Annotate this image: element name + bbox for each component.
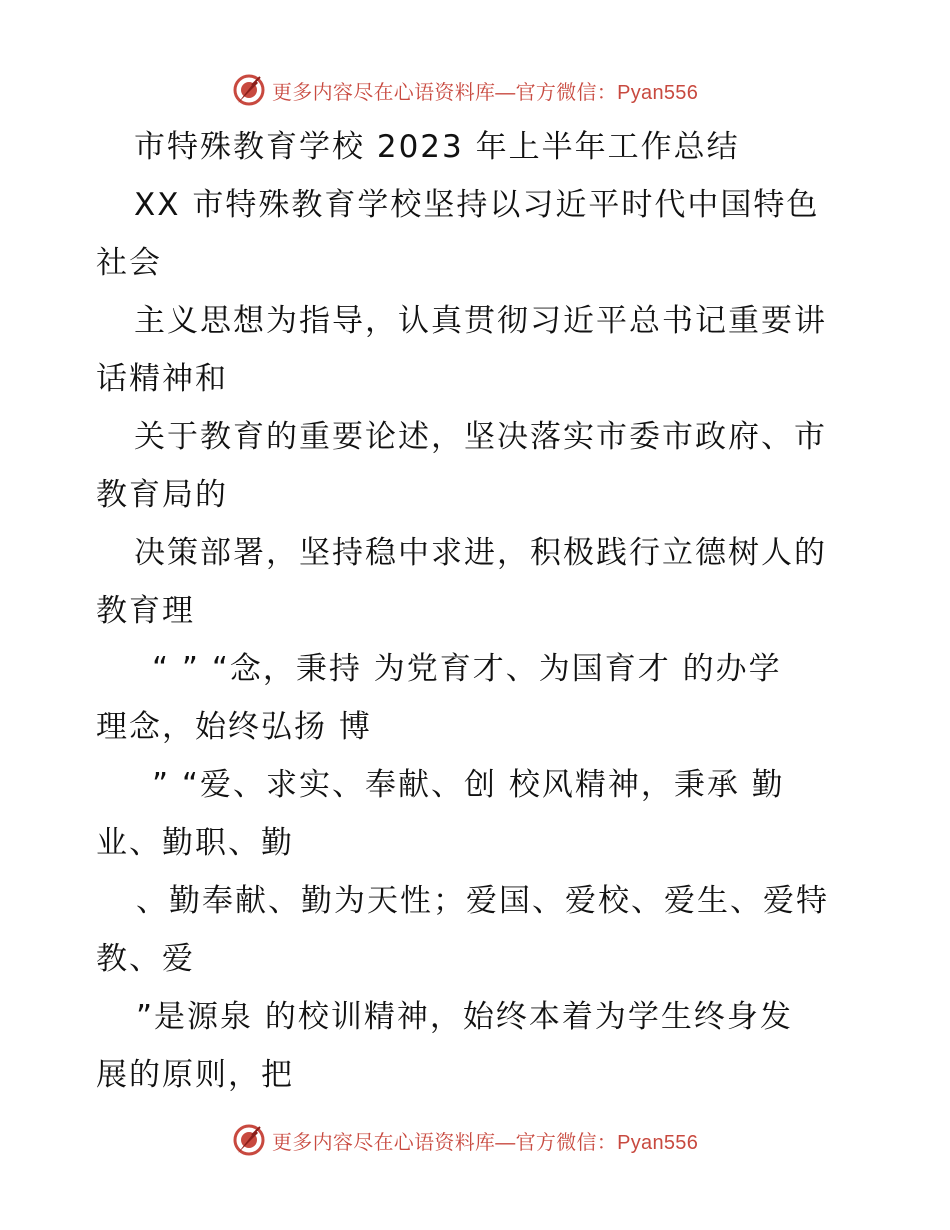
quill-logo-icon (232, 1123, 266, 1157)
document-body (96, 118, 866, 1104)
text-line: 、勤奉献、勤为天性；爱国、爱校、爱生、爱特 (136, 883, 829, 919)
text-line: 理念，始终弘扬 博 (96, 709, 372, 745)
footer-banner-text: 更多内容尽在心语资料库—官方微信：Pyan556 (272, 1131, 699, 1154)
document-title: 市特殊教育学校 2023 年上半年工作总结 (134, 129, 740, 165)
text-line: ”是源泉 的校训精神，始终本着为学生终身发 (136, 999, 793, 1035)
text-line: “ ” “念，秉持 为党育才、为国育才 的办学 (152, 651, 782, 687)
text-line: 教育局的 (96, 477, 228, 513)
text-line: ” “爱、求实、奉献、创 校风精神，秉承 勤 (152, 767, 785, 803)
header-banner[interactable] (232, 70, 712, 110)
text-line: 展的原则，把 (96, 1057, 294, 1093)
text-line: 教育理 (96, 593, 195, 629)
quill-logo-icon (232, 73, 266, 107)
footer-banner[interactable] (232, 1120, 712, 1160)
header-banner-text: 更多内容尽在心语资料库—官方微信：Pyan556 (272, 81, 699, 104)
text-line: XX 市特殊教育学校坚持以习近平时代中国特色 (134, 187, 820, 223)
text-line: 话精神和 (96, 361, 228, 397)
text-line: 决策部署，坚持稳中求进，积极践行立德树人的 (134, 535, 827, 571)
text-line: 业、勤职、勤 (96, 825, 294, 861)
text-line: 主义思想为指导，认真贯彻习近平总书记重要讲 (134, 303, 827, 339)
text-line: 社会 (96, 245, 162, 281)
text-line: 关于教育的重要论述，坚决落实市委市政府、市 (134, 419, 827, 455)
text-line: 教、爱 (96, 941, 195, 977)
